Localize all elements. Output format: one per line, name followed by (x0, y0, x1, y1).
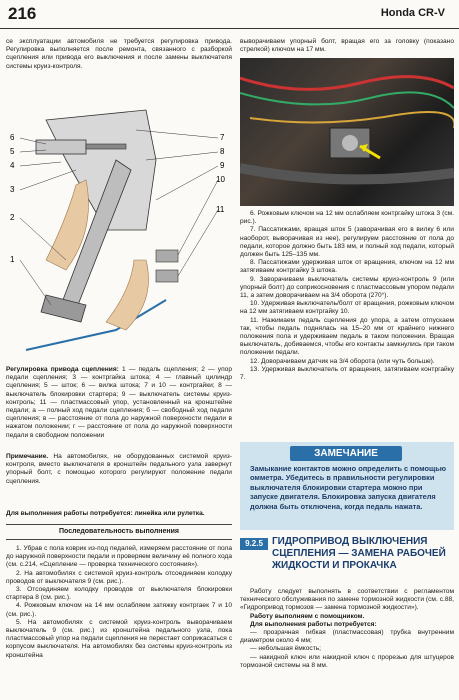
step-9: 9. Заворачиваем выключатель системы круиз-контроль 9 (или упорный болт) до соприкосновения с пластмассовым упором педали 11, а затем доворачиваем на 3/4 оборота (270°). (240, 275, 454, 300)
label-6: 6 (10, 133, 15, 142)
intro-paragraph: се эксплуатации автомобиля не требуется регулировка привода. Регулировка выполняется после ремонта, связанного с разборкой сцепления или привода его выключения и после замены выключателя системы круиз-контроля. (6, 38, 232, 70)
remark-box (240, 442, 454, 530)
label-7: 7 (220, 133, 225, 142)
step-7: 7. Пассатижами, вращая шток 5 (заворачивая его в вилку 6 или наоборот, выворачивая из нее), регулируем расстояние от пола до педали, которое должно быть 183 мм, и полный ход педали, который должен быть 125–135 мм. (240, 226, 454, 259)
sequence-title: Последовательность выполнения (58, 528, 180, 535)
rb-item-2: — небольшая ёмкость; (250, 645, 322, 653)
right-top (240, 38, 454, 54)
running-title: Honda CR-V (380, 7, 445, 19)
step-12: 12. Доворачиваем датчик на 3/4 оборота (или чуть больше). (250, 357, 435, 365)
note-block (6, 453, 232, 486)
left-steps (6, 545, 232, 660)
clutch-pedal-diagram (6, 100, 232, 362)
rb-para-2: Работу выполняем с помощником. (250, 612, 365, 620)
note-label: Примечание. (6, 453, 49, 460)
section-number: 9.2.5 (240, 538, 268, 550)
step-3: 3. Отсоединяем колодку проводов от выключателя блокировки стартера 8 (см. рис.). (6, 586, 232, 602)
photo-svg (240, 58, 454, 206)
step-13: 13. Удерживая выключатель от вращения, затягиваем контргайку 7. (240, 365, 454, 382)
rb-item-1: — прозрачная гибкая (пластмассовая) трубка внутренним диаметром около 4 мм; (240, 629, 454, 645)
section-title: ГИДРОПРИВОД ВЫКЛЮЧЕНИЯ СЦЕПЛЕНИЯ — ЗАМЕНА РАБОЧЕЙ ЖИДКОСТИ И ПРОКАЧКА (272, 536, 446, 571)
label-10: 10 (216, 175, 225, 184)
step-8: 8. Пассатижами удерживая шток от вращения, ключом на 12 мм затягиваем контргайку 3 штока. (240, 259, 454, 275)
page-number: 216 (8, 4, 37, 23)
caption-title: Регулировка привода сцепления: (6, 366, 119, 373)
label-9: 9 (220, 161, 225, 170)
diagram-svg (6, 100, 232, 362)
step-2: 2. На автомобилях с системой круиз-контроль отсоединяем колодку проводов от выключателя 9 (см. рис.). (6, 569, 232, 585)
left-intro (6, 38, 232, 71)
label-1: 1 (10, 255, 15, 264)
engine-bay-photo (240, 58, 454, 206)
note-text: На автомобилях, не оборудованных системой круиз-контроля, вместо выключателя в кронштейн педального узла завернут упорный болт, с помощью которого регулируют положение педали сцепления. (6, 453, 232, 485)
step-6: 6. Рожковым ключом на 12 мм ослабляем контргайку штока 3 (см. рис.). (240, 210, 454, 226)
step-10: 10. Удерживая выключатель/болт от вращения, рожковым ключом на 12 мм затягиваем контргайку 10. (240, 300, 454, 316)
rb-item-3: — накидной ключ или накидной ключ с прорезью для штуцеров тормозной системы на 8 мм. (240, 653, 454, 669)
figure-caption (6, 366, 232, 440)
sequence-box (6, 524, 232, 540)
right-top-paragraph: выворачиваем упорный болт, вращая его за головку (показано стрелкой) ключом на 17 мм. (240, 38, 454, 54)
label-2: 2 (10, 213, 15, 222)
label-4: 4 (10, 161, 15, 170)
label-3: 3 (10, 185, 15, 194)
label-8: 8 (220, 147, 225, 156)
step-4: 4. Рожковым ключом на 14 мм ослабляем затяжку контргаек 7 и 10 (см. рис.). (6, 602, 232, 618)
right-steps (240, 210, 454, 382)
rb-para-3: Для выполнения работы потребуется: (250, 620, 377, 628)
label-11: 11 (216, 205, 225, 214)
label-5: 5 (10, 147, 15, 156)
step-1: 1. Убрав с пола коврик из-под педалей, измеряем расстояние от пола до наружной поверхности педали и проверяем величину её полного хода (см. с.214, «Сцепление — проверка технического состояния»). (6, 545, 232, 569)
right-bottom (240, 588, 454, 670)
remark-text: Замыкание контактов можно определить с помощью омметра. Убедитесь в правильности регулировки выключателя блокировки стартера можно при запуске двигателя. Блокировка запуска двигателя должна быть отключена, когда педаль нажата. (250, 464, 447, 511)
rb-para-1: Работу следует выполнять в соответствии с регламентом технического обслуживания по замене тормозной жидкости (см. с.88, «Гидропривод тормозов — замена тормозной жидкости»). (240, 588, 454, 612)
tools-line: Для выполнения работы потребуется: линейка или рулетка. (6, 510, 205, 517)
caption-text: 1 — педаль сцепления; 2 — упор педали сцепления; 3 — контргайка штока; 4 — главный цилиндр сцепления; 5 — шток; 6 — вилка штока; 7 и 10 — контргайки; 8 — выключатель блокировки стартера; 9 — выключатель системы круиз-контроль; 11 — пластмассовый упор, установленный на кронштейне педали; а — полный ход педали сцепления; б — свободный ход педали сцепления; в — расстояние от пола до наружной поверхности педали в нажатом положении; г — расстояние от пола до наружной поверхности педали в свободном положении (6, 366, 232, 439)
step-11: 11. Нажимаем педаль сцепления до упора, а затем отпускаем так, чтобы педаль поднялась на 15–20 мм от крайнего нижнего положения пола и удерживаем педаль в таком положении. Вращая выключатель, добиваемся, чтобы его контакты замкнулись при таком положении педали. (240, 316, 454, 357)
step-5: 5. На автомобилях с системой круиз-контроль выворачиваем выключатель 9 (см. рис.) из кронштейна педального узла, пока пластмассовый упор на педали сцепления не перестает соприкасаться с корпусом выключателя. На автомобилях без системы круиз-контроль из кронштейна (6, 618, 232, 659)
remark-title: ЗАМЕЧАНИЕ (290, 446, 402, 461)
page-header (0, 0, 459, 29)
